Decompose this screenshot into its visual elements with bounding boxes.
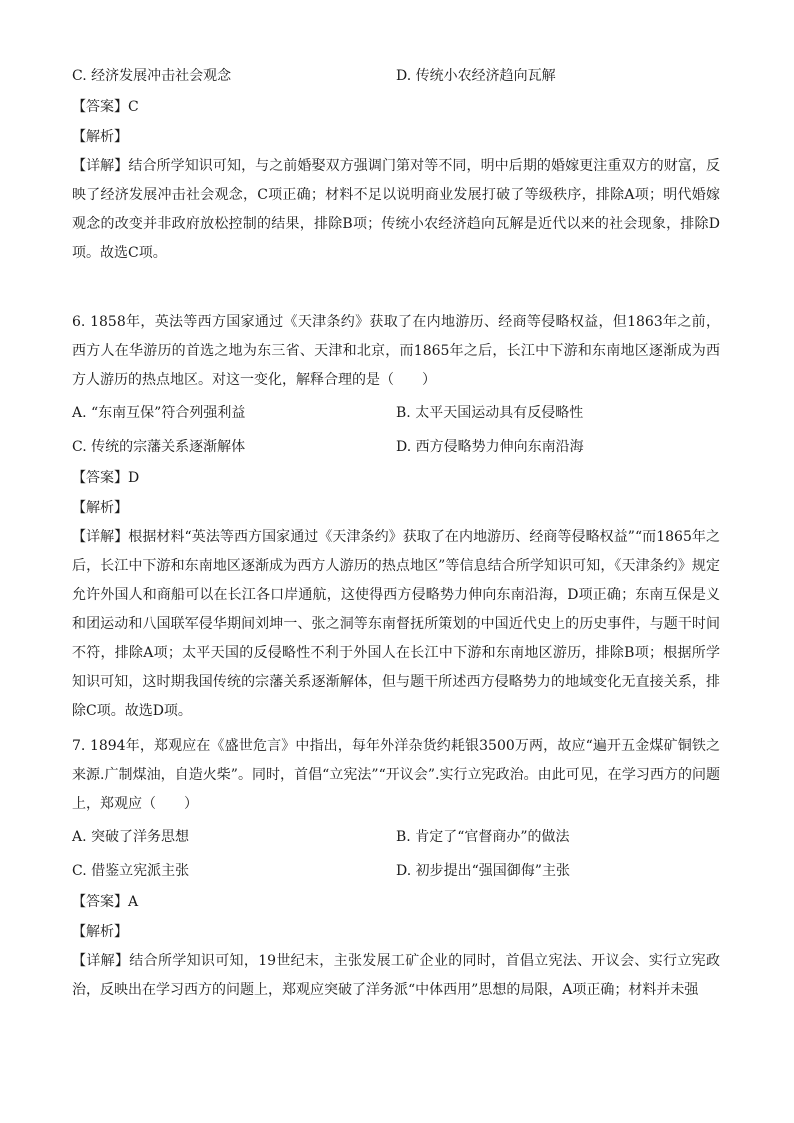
q7-detail	[72, 947, 720, 1005]
q5-answer	[72, 92, 720, 122]
option-text: 传统小农经济趋向瓦解	[415, 68, 556, 84]
q6-options-row-ab	[72, 395, 720, 429]
q6-option-a	[72, 402, 396, 422]
detail-text: 根据材料“英法等西方国家通过《天津条约》获取了在内地游历、经商等侵略权益”“而1865年之后，长江中下游和东南地区逐渐成为西方人游历的热点地区”等信息结合所学知识可知，《天津条约》规定允许外国人和商船可以在长江各口岸通航，这使得西方侵略势力伸向东南沿海，D项正确；东南互保是义和团运动和八国联军侵华期间刘坤一、张之洞等东南督抚所策划的中国近代史上的历史事件，与题干时间不符，排除A项；太平天国的反侵略性不利于外国人在长江中下游和东南地区游历，排除B项；根据所学知识可知，这时期我国传统的宗藩关系逐渐解体，但与题干所述西方侵略势力的地域变化无直接关系，排除C项。故选D项。	[72, 529, 720, 719]
q6-option-d	[396, 436, 720, 456]
q7-stem: 7. 1894年，郑观应在《盛世危言》中指出，每年外洋杂货约耗银3500万两，故应“遍开五金煤矿铜铁之来源.广制煤油，自造火柴”。同时，首倡“立宪法”“开议会”.实行立宪政治。由此可见，在学习西方的问题上，郑观应（ ）	[72, 738, 720, 812]
q5-detail	[72, 152, 720, 268]
answer-value: A	[128, 894, 139, 910]
option-text: 肯定了“官督商办”的做法	[415, 829, 570, 845]
document-page	[72, 58, 720, 1005]
option-text: 突破了洋务思想	[91, 829, 190, 845]
q6-analysis-label: 【解析】	[72, 500, 128, 516]
answer-value: C	[128, 99, 139, 115]
q6-option-b	[396, 402, 720, 422]
q7-option-d	[396, 860, 720, 880]
q7-option-c	[72, 860, 396, 880]
answer-label: 【答案】	[72, 470, 128, 486]
option-text: “东南互保”符合列强利益	[91, 405, 246, 421]
option-text: 传统的宗藩关系逐渐解体	[91, 439, 246, 455]
option-letter: C.	[72, 439, 87, 455]
option-letter: B.	[396, 829, 411, 845]
q7-option-a	[72, 826, 396, 846]
option-letter: C.	[72, 863, 87, 879]
detail-label: 【详解】	[72, 953, 130, 969]
q5-analysis-label: 【解析】	[72, 129, 128, 145]
option-text: 借鉴立宪派主张	[91, 863, 190, 879]
detail-text: 结合所学知识可知，19世纪末，主张发展工矿企业的同时，首倡立宪法、开议会、实行立宪政治，反映出在学习西方的问题上，郑观应突破了洋务派“中体西用”思想的局限，A项正确；材料并未强	[72, 953, 721, 998]
q7-option-b	[396, 826, 720, 846]
option-letter: A.	[72, 829, 87, 845]
detail-label: 【详解】	[72, 529, 129, 545]
option-text: 西方侵略势力伸向东南沿海	[415, 439, 584, 455]
answer-label: 【答案】	[72, 99, 128, 115]
option-letter: D.	[396, 68, 412, 84]
q6-stem: 6. 1858年，英法等西方国家通过《天津条约》获取了在内地游历、经商等侵略权益，但1863年之前，西方人在华游历的首选之地为东三省、天津和北京，而1865年之后，长江中下游和东南地区逐渐成为西方人游历的热点地区。对这一变化，解释合理的是（ ）	[72, 314, 720, 388]
option-text: 初步提出“强国御侮”主张	[415, 863, 570, 879]
q6-answer	[72, 463, 720, 493]
option-letter: B.	[396, 405, 411, 421]
q6-options-row-cd	[72, 429, 720, 463]
answer-value: D	[128, 470, 140, 486]
detail-text: 结合所学知识可知，与之前婚娶双方强调门第对等不同，明中后期的婚嫁更注重双方的财富，反映了经济发展冲击社会观念，C项正确；材料不足以说明商业发展打破了等级秩序，排除A项；明代婚嫁观念的改变并非政府放松控制的结果，排除B项；传统小农经济趋向瓦解是近代以来的社会现象，排除D项。故选C项。	[72, 158, 721, 261]
option-letter: C.	[72, 68, 87, 84]
option-text: 经济发展冲击社会观念	[91, 68, 232, 84]
q5-option-c	[72, 65, 396, 85]
q6-detail	[72, 523, 720, 726]
q7-analysis-label: 【解析】	[72, 924, 128, 940]
option-text: 太平天国运动具有反侵略性	[415, 405, 584, 421]
option-letter: D.	[396, 863, 412, 879]
q5-option-d	[396, 65, 720, 85]
q5-options-row-cd	[72, 58, 720, 92]
q7-options-row-ab	[72, 819, 720, 853]
q7-options-row-cd	[72, 853, 720, 887]
q7-answer	[72, 887, 720, 917]
option-letter: D.	[396, 439, 412, 455]
detail-label: 【详解】	[72, 158, 129, 174]
answer-label: 【答案】	[72, 894, 128, 910]
option-letter: A.	[72, 405, 87, 421]
q6-option-c	[72, 436, 396, 456]
